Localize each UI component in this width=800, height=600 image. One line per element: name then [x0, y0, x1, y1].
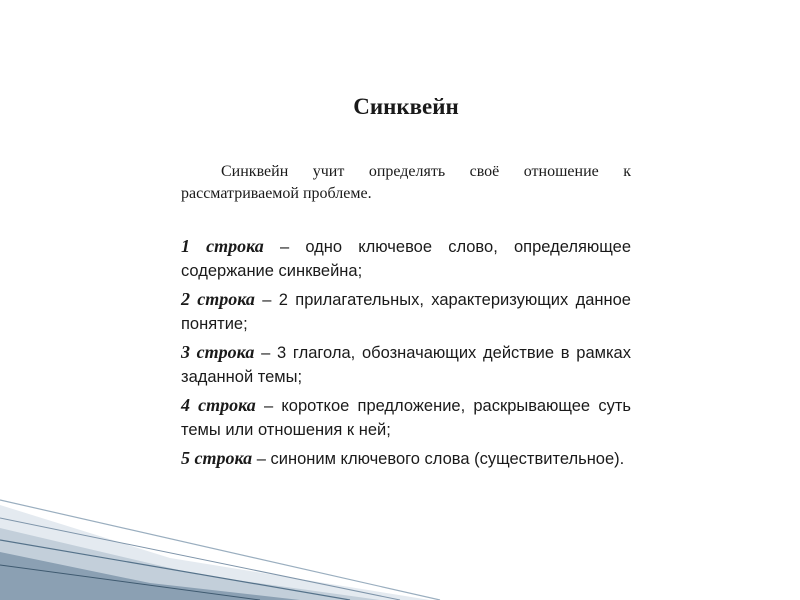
line-text: синоним ключевого слова (существительное). [270, 450, 625, 468]
line-label: 3 строка [181, 342, 255, 362]
list-item [181, 234, 631, 283]
line-label: 2 строка [181, 289, 255, 309]
list-item [181, 287, 631, 336]
line-separator: – [263, 238, 306, 256]
list-item [181, 393, 631, 442]
line-separator: – [252, 450, 271, 468]
line-label: 1 строка [181, 236, 264, 256]
line-text: 2 прилагательных, характеризующих данное понятие; [181, 291, 631, 333]
line-label: 5 строка [181, 448, 253, 468]
line-text: 3 глагола, обозначающих действие в рамках заданной темы; [181, 344, 631, 386]
list-item [181, 340, 631, 389]
line-text: короткое предложение, раскрывающее суть темы или отношения к ней; [181, 397, 631, 439]
list-item [181, 446, 631, 471]
slide-title: Синквейн [353, 94, 459, 119]
line-text: одно ключевое слово, определяющее содержание синквейна; [181, 238, 632, 280]
line-separator: – [255, 397, 282, 415]
line-label: 4 строка [181, 395, 256, 415]
line-separator: – [254, 291, 279, 309]
line-separator: – [254, 344, 277, 362]
cinquain-lines-list [181, 234, 631, 475]
intro-paragraph: Синквейн учит определять своё отношение к рассматриваемой проблеме. [181, 163, 631, 202]
